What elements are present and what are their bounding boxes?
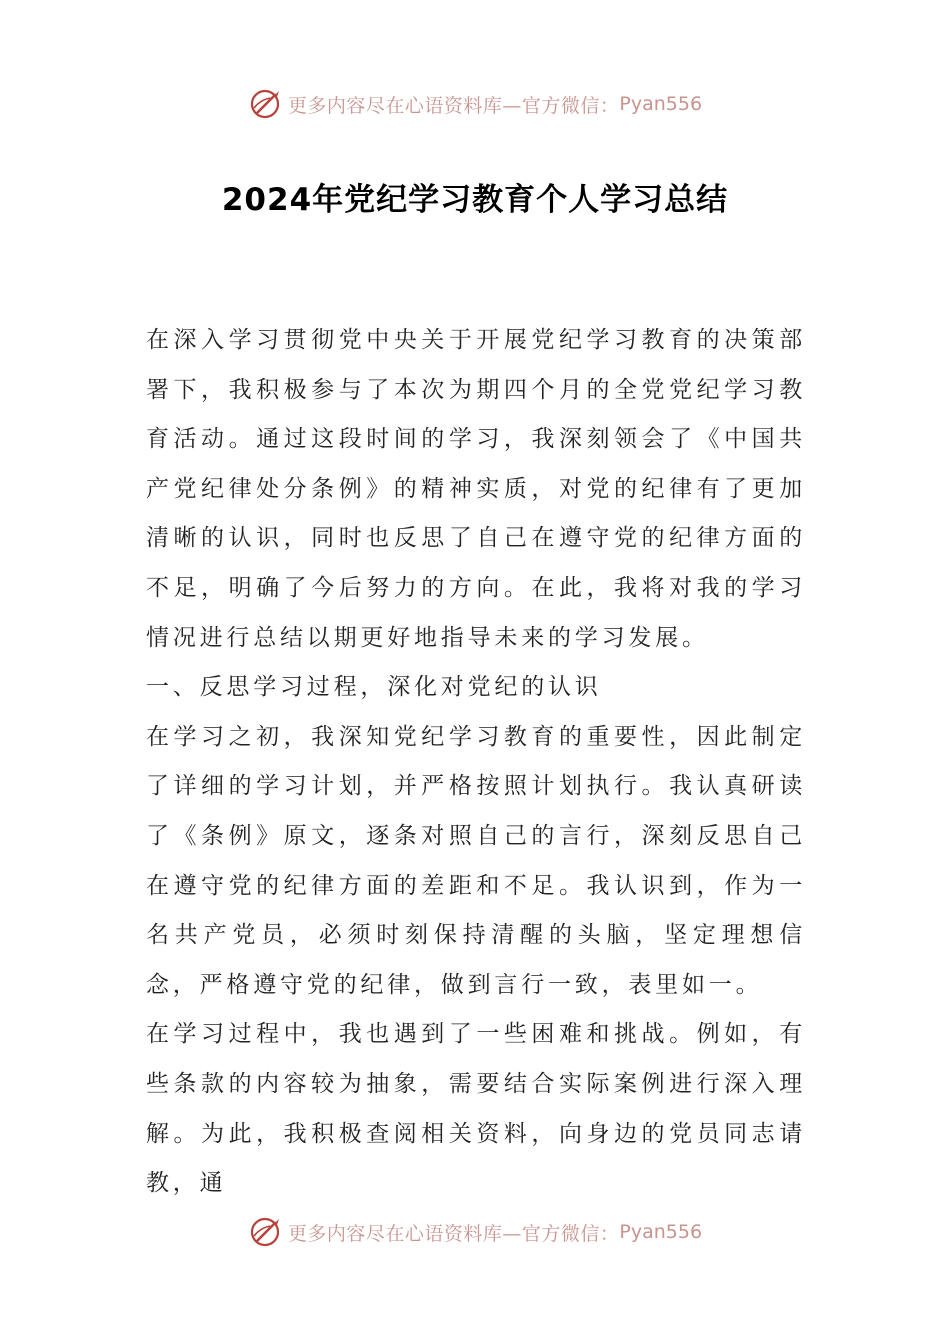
paragraph-intro: 在深入学习贯彻党中央关于开展党纪学习教育的决策部署下，我积极参与了本次为期四个月的全党党纪学习教育活动。通过这段时间的学习，我深刻领会了《中国共产党纪律处分条例》的精神实质，对党的纪律有了更加清晰的认识，同时也反思了自己在遵守党的纪律方面的不足，明确了今后努力的方向。在此，我将对我的学习情况进行总结以期更好地指导未来的学习发展。	[146, 327, 806, 651]
document-title: 2024年党纪学习教育个人学习总结	[221, 182, 729, 218]
paragraph: 在学习之初，我深知党纪学习教育的重要性，因此制定了详细的学习计划，并严格按照计划执行。我认真研读了《条例》原文，逐条对照自己的言行，深刻反思自己在遵守党的纪律方面的差距和不足。我认识到，作为一名共产党员，必须时刻保持清醒的头脑，坚定理想信念，严格遵守党的纪律，做到言行一致，表里如一。	[146, 723, 806, 998]
pen-logo-icon	[248, 86, 284, 122]
banner-wechat-handle: Pyan556	[619, 1221, 703, 1243]
banner-text: 更多内容尽在心语资料库—官方微信：	[287, 1222, 620, 1245]
document-body	[146, 316, 806, 1209]
footer-banner	[0, 1212, 950, 1252]
banner-text: 更多内容尽在心语资料库—官方微信：	[287, 94, 620, 117]
banner-wechat-handle: Pyan556	[619, 93, 703, 115]
pen-logo-icon	[248, 1214, 284, 1250]
section-heading: 一、反思学习过程，深化对党纪的认识	[146, 674, 602, 701]
paragraph: 在学习过程中，我也遇到了一些困难和挑战。例如，有些条款的内容较为抽象，需要结合实际案例进行深入理解。为此，我积极查阅相关资料，向身边的党员同志请教，通	[146, 1021, 806, 1197]
header-banner	[0, 84, 950, 124]
